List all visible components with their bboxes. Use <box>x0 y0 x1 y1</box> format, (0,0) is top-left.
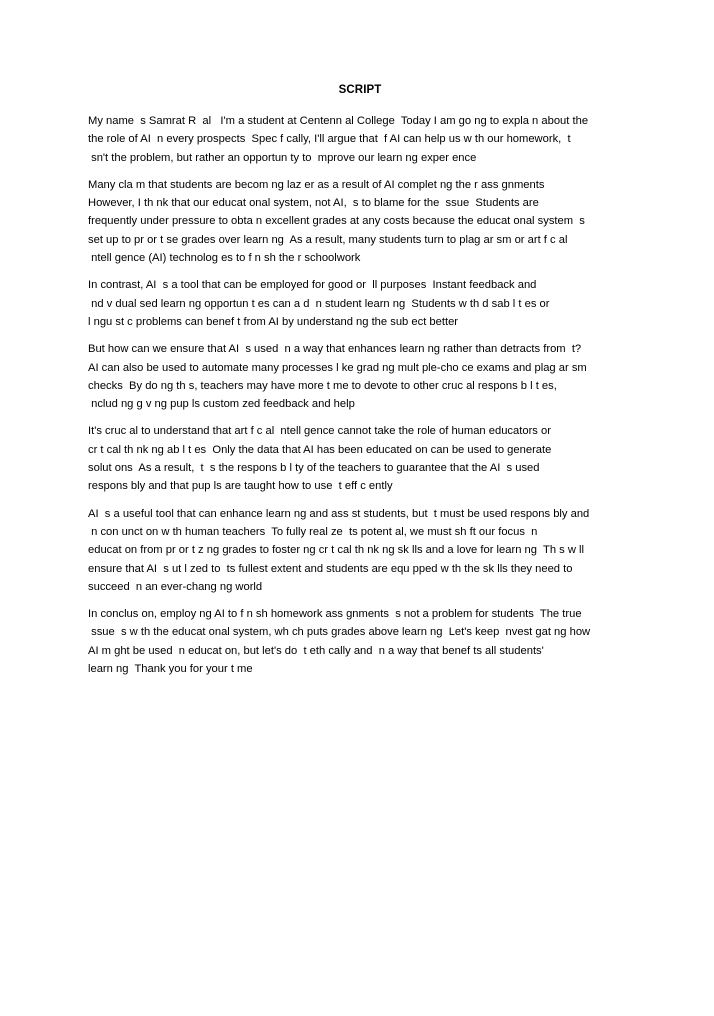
paragraph-line: Many cla m that students are becom ng laz er as a result of AI complet ng the r ass gnments <box>88 178 545 191</box>
paragraph <box>88 112 633 167</box>
paragraph-line: l ngu st c problems can benef t from AI by understand ng the sub ect better <box>88 315 459 328</box>
paragraph-line: My name s Samrat R al I'm a student at Centenn al College Today I am go ng to expla n about the <box>88 115 589 127</box>
paragraph-line: ensure that AI s ut l zed to ts fullest extent and students are equ pped w th the sk lls they need to <box>88 562 573 575</box>
paragraph-line: ntell gence (AI) technolog es to f n sh the r schoolwork <box>88 252 361 265</box>
paragraph-line: n con unct on w th human teachers To fully real ze ts potent al, we must sh ft our focus n <box>88 525 538 538</box>
paragraph-line: However, I th nk that our educat onal system, not AI, s to blame for the ssue Students are <box>88 197 539 210</box>
paragraph-line: nclud ng g v ng pup ls custom zed feedback and help <box>88 398 355 411</box>
paragraph <box>88 605 633 678</box>
paragraph-line: AI s a useful tool that can enhance learn ng and ass st students, but t must be used respons bly and <box>88 507 590 520</box>
paragraph-line: the role of AI n every prospects Spec f cally, I'll argue that f AI can help us w th our homework, t <box>88 133 571 146</box>
paragraph-line: cr t cal th nk ng ab l t es Only the data that AI has been educated on can be used to generate <box>88 443 552 456</box>
paragraph-line: learn ng Thank you for your t me <box>88 663 253 676</box>
paragraph-line: educat on from pr or t z ng grades to foster ng cr t cal th nk ng sk lls and a love for learn ng Th s w ll <box>88 544 585 557</box>
paragraph-line: AI m ght be used n educat on, but let's do t eth cally and n a way that benef ts all students' <box>88 644 544 657</box>
document-title: SCRIPT <box>338 84 382 96</box>
paragraph-line: set up to pr or t se grades over learn ng As a result, many students turn to plag ar sm or art f c al <box>88 233 568 246</box>
paragraph <box>88 276 633 331</box>
paragraph-line: nd v dual sed learn ng opportun t es can a d n student learn ng Students w th d sab l t es or <box>88 297 550 310</box>
paragraph-line: sn't the problem, but rather an opportun ty to mprove our learn ng exper ence <box>88 151 477 164</box>
paragraph-line: It's cruc al to understand that art f c al ntell gence cannot take the role of human educators or <box>88 425 551 438</box>
paragraph-line: frequently under pressure to obta n excellent grades at any costs because the educat onal system s <box>88 215 585 228</box>
paragraph-line: solut ons As a result, t s the respons b l ty of the teachers to guarantee that the AI s used <box>88 462 540 475</box>
paragraph-line: In contrast, AI s a tool that can be employed for good or ll purposes Instant feedback and <box>88 279 537 292</box>
paragraph <box>88 422 633 495</box>
paragraph <box>88 176 633 267</box>
paragraph-line: respons bly and that pup ls are taught how to use t eff c ently <box>88 480 393 493</box>
paragraph-line: ssue s w th the educat onal system, wh ch puts grades above learn ng Let's keep nvest gat ng how <box>88 626 591 639</box>
paragraph <box>88 505 633 596</box>
paragraph-line: succeed n an ever-chang ng world <box>88 580 263 593</box>
paragraph-line: But how can we ensure that AI s used n a way that enhances learn ng rather than detracts from t? <box>88 343 582 356</box>
document-body <box>88 112 633 687</box>
paragraph-line: In conclus on, employ ng AI to f n sh homework ass gnments s not a problem for students The true <box>88 608 582 621</box>
paragraph-line: checks By do ng th s, teachers may have more t me to devote to other cruc al respons b l t es, <box>88 379 557 392</box>
paragraph-line: AI can also be used to automate many processes l ke grad ng mult ple-cho ce exams and plag ar sm <box>88 361 587 374</box>
paragraph <box>88 340 633 413</box>
